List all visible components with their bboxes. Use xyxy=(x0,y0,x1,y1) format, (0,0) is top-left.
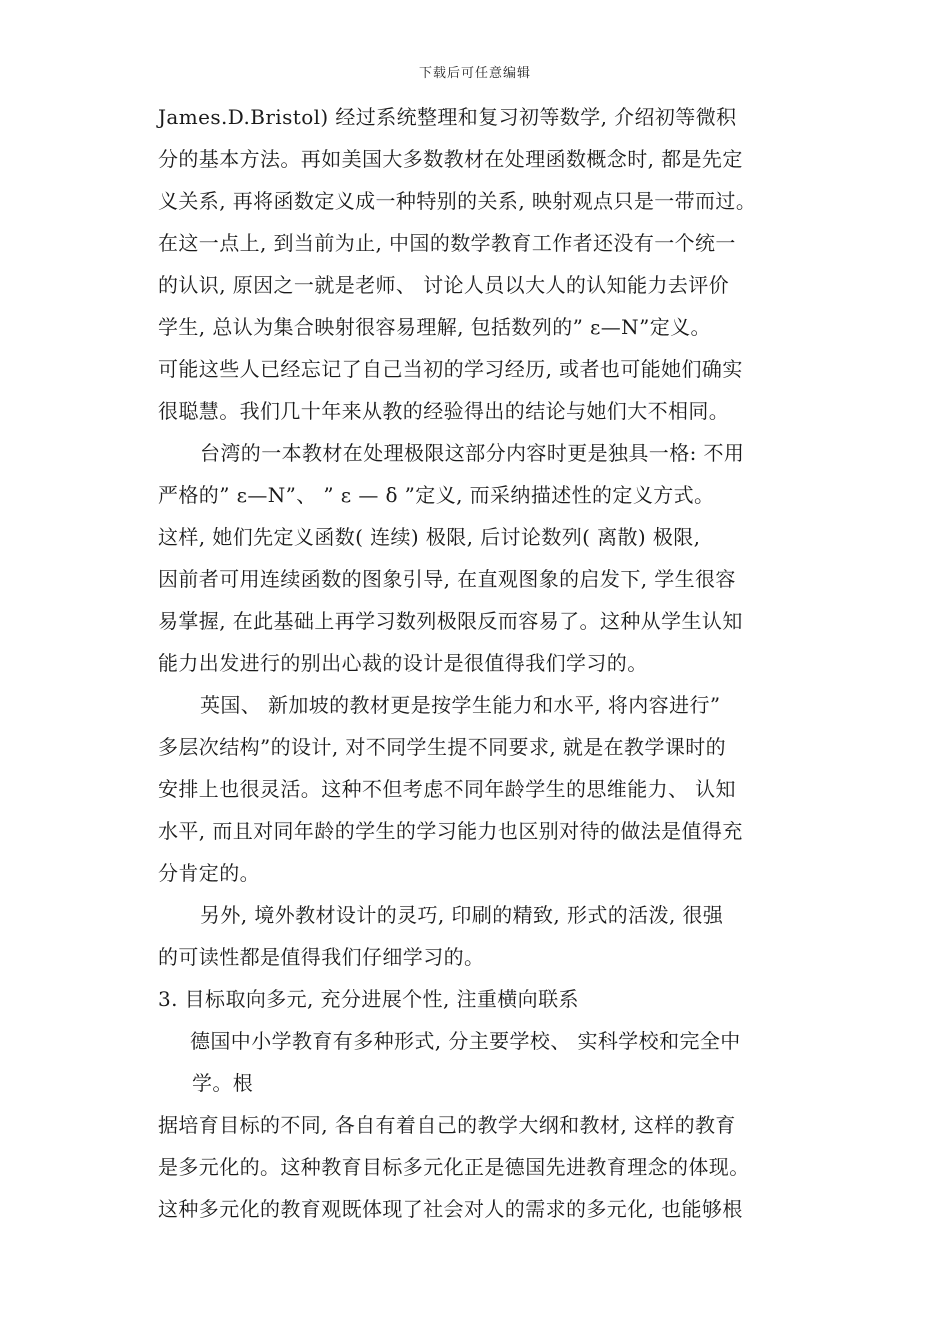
text-line: 的认识, 原因之一就是老师、 讨论人员以大人的认知能力去评价 xyxy=(158,273,730,297)
text-line: 据培育目标的不同, 各自有着自己的教学大纲和教材, 这样的教育 xyxy=(158,1113,736,1137)
text-line: 分肯定的。 xyxy=(158,861,260,885)
text-line: 安排上也很灵活。这种不但考虑不同年龄学生的思维能力、 认知 xyxy=(158,777,736,801)
page-header: 下载后可任意编辑 xyxy=(418,66,531,81)
paragraph-first-line: 台湾的一本教材在处理极限这部分内容时更是独具一格: 不用 xyxy=(200,441,745,465)
paragraph-first-line: 德国中小学教育有多种形式, 分主要学校、 实科学校和完全中 xyxy=(190,1029,741,1053)
text-line: 在这一点上, 到当前为止, 中国的数学教育工作者还没有一个统一 xyxy=(158,231,736,255)
text-line: 很聪慧。我们几十年来从教的经验得出的结论与她们大不相同。 xyxy=(158,399,730,423)
text-line: 的可读性都是值得我们仔细学习的。 xyxy=(158,945,485,969)
text-line: 这样, 她们先定义函数( 连续) 极限, 后讨论数列( 离散) 极限, xyxy=(158,525,701,549)
paragraph-first-line: 英国、 新加坡的教材更是按学生能力和水平, 将内容进行” xyxy=(200,693,721,717)
section-heading: 3. 目标取向多元, 充分进展个性, 注重横向联系 xyxy=(158,987,579,1011)
text-line: 易掌握, 在此基础上再学习数列极限反而容易了。这种从学生认知 xyxy=(158,609,743,633)
text-line: 多层次结构”的设计, 对不同学生提不同要求, 就是在教学课时的 xyxy=(158,735,727,759)
text-line: 义关系, 再将函数定义成一种特别的关系, 映射观点只是一带而过。 xyxy=(158,189,757,213)
text-line: 是多元化的。这种教育目标多元化正是德国先进教育理念的体现。 xyxy=(158,1155,750,1179)
text-line: 严格的” ε—N”、 ” ε — δ ”定义, 而采纳描述性的定义方式。 xyxy=(158,483,715,507)
text-line: 分的基本方法。再如美国大多数教材在处理函数概念时, 都是先定 xyxy=(158,147,743,171)
text-line: 能力出发进行的别出心裁的设计是很值得我们学习的。 xyxy=(158,651,648,675)
text-line: 这种多元化的教育观既体现了社会对人的需求的多元化, 也能够根 xyxy=(158,1197,743,1221)
text-line: 可能这些人已经忘记了自己当初的学习经历, 或者也可能她们确实 xyxy=(158,357,743,381)
paragraph-first-line: 另外, 境外教材设计的灵巧, 印刷的精致, 形式的活泼, 很强 xyxy=(200,903,724,927)
text-line: 水平, 而且对同年龄的学生的学习能力也区别对待的做法是值得充 xyxy=(158,819,743,843)
text-line: 学。根 xyxy=(192,1071,254,1095)
text-line: James.D.Bristol) 经过系统整理和复习初等数学, 介绍初等微积 xyxy=(158,105,737,129)
text-line: 学生, 总认为集合映射很容易理解, 包括数列的” ε—N”定义。 xyxy=(158,315,711,339)
text-line: 因前者可用连续函数的图象引导, 在直观图象的启发下, 学生很容 xyxy=(158,567,736,591)
